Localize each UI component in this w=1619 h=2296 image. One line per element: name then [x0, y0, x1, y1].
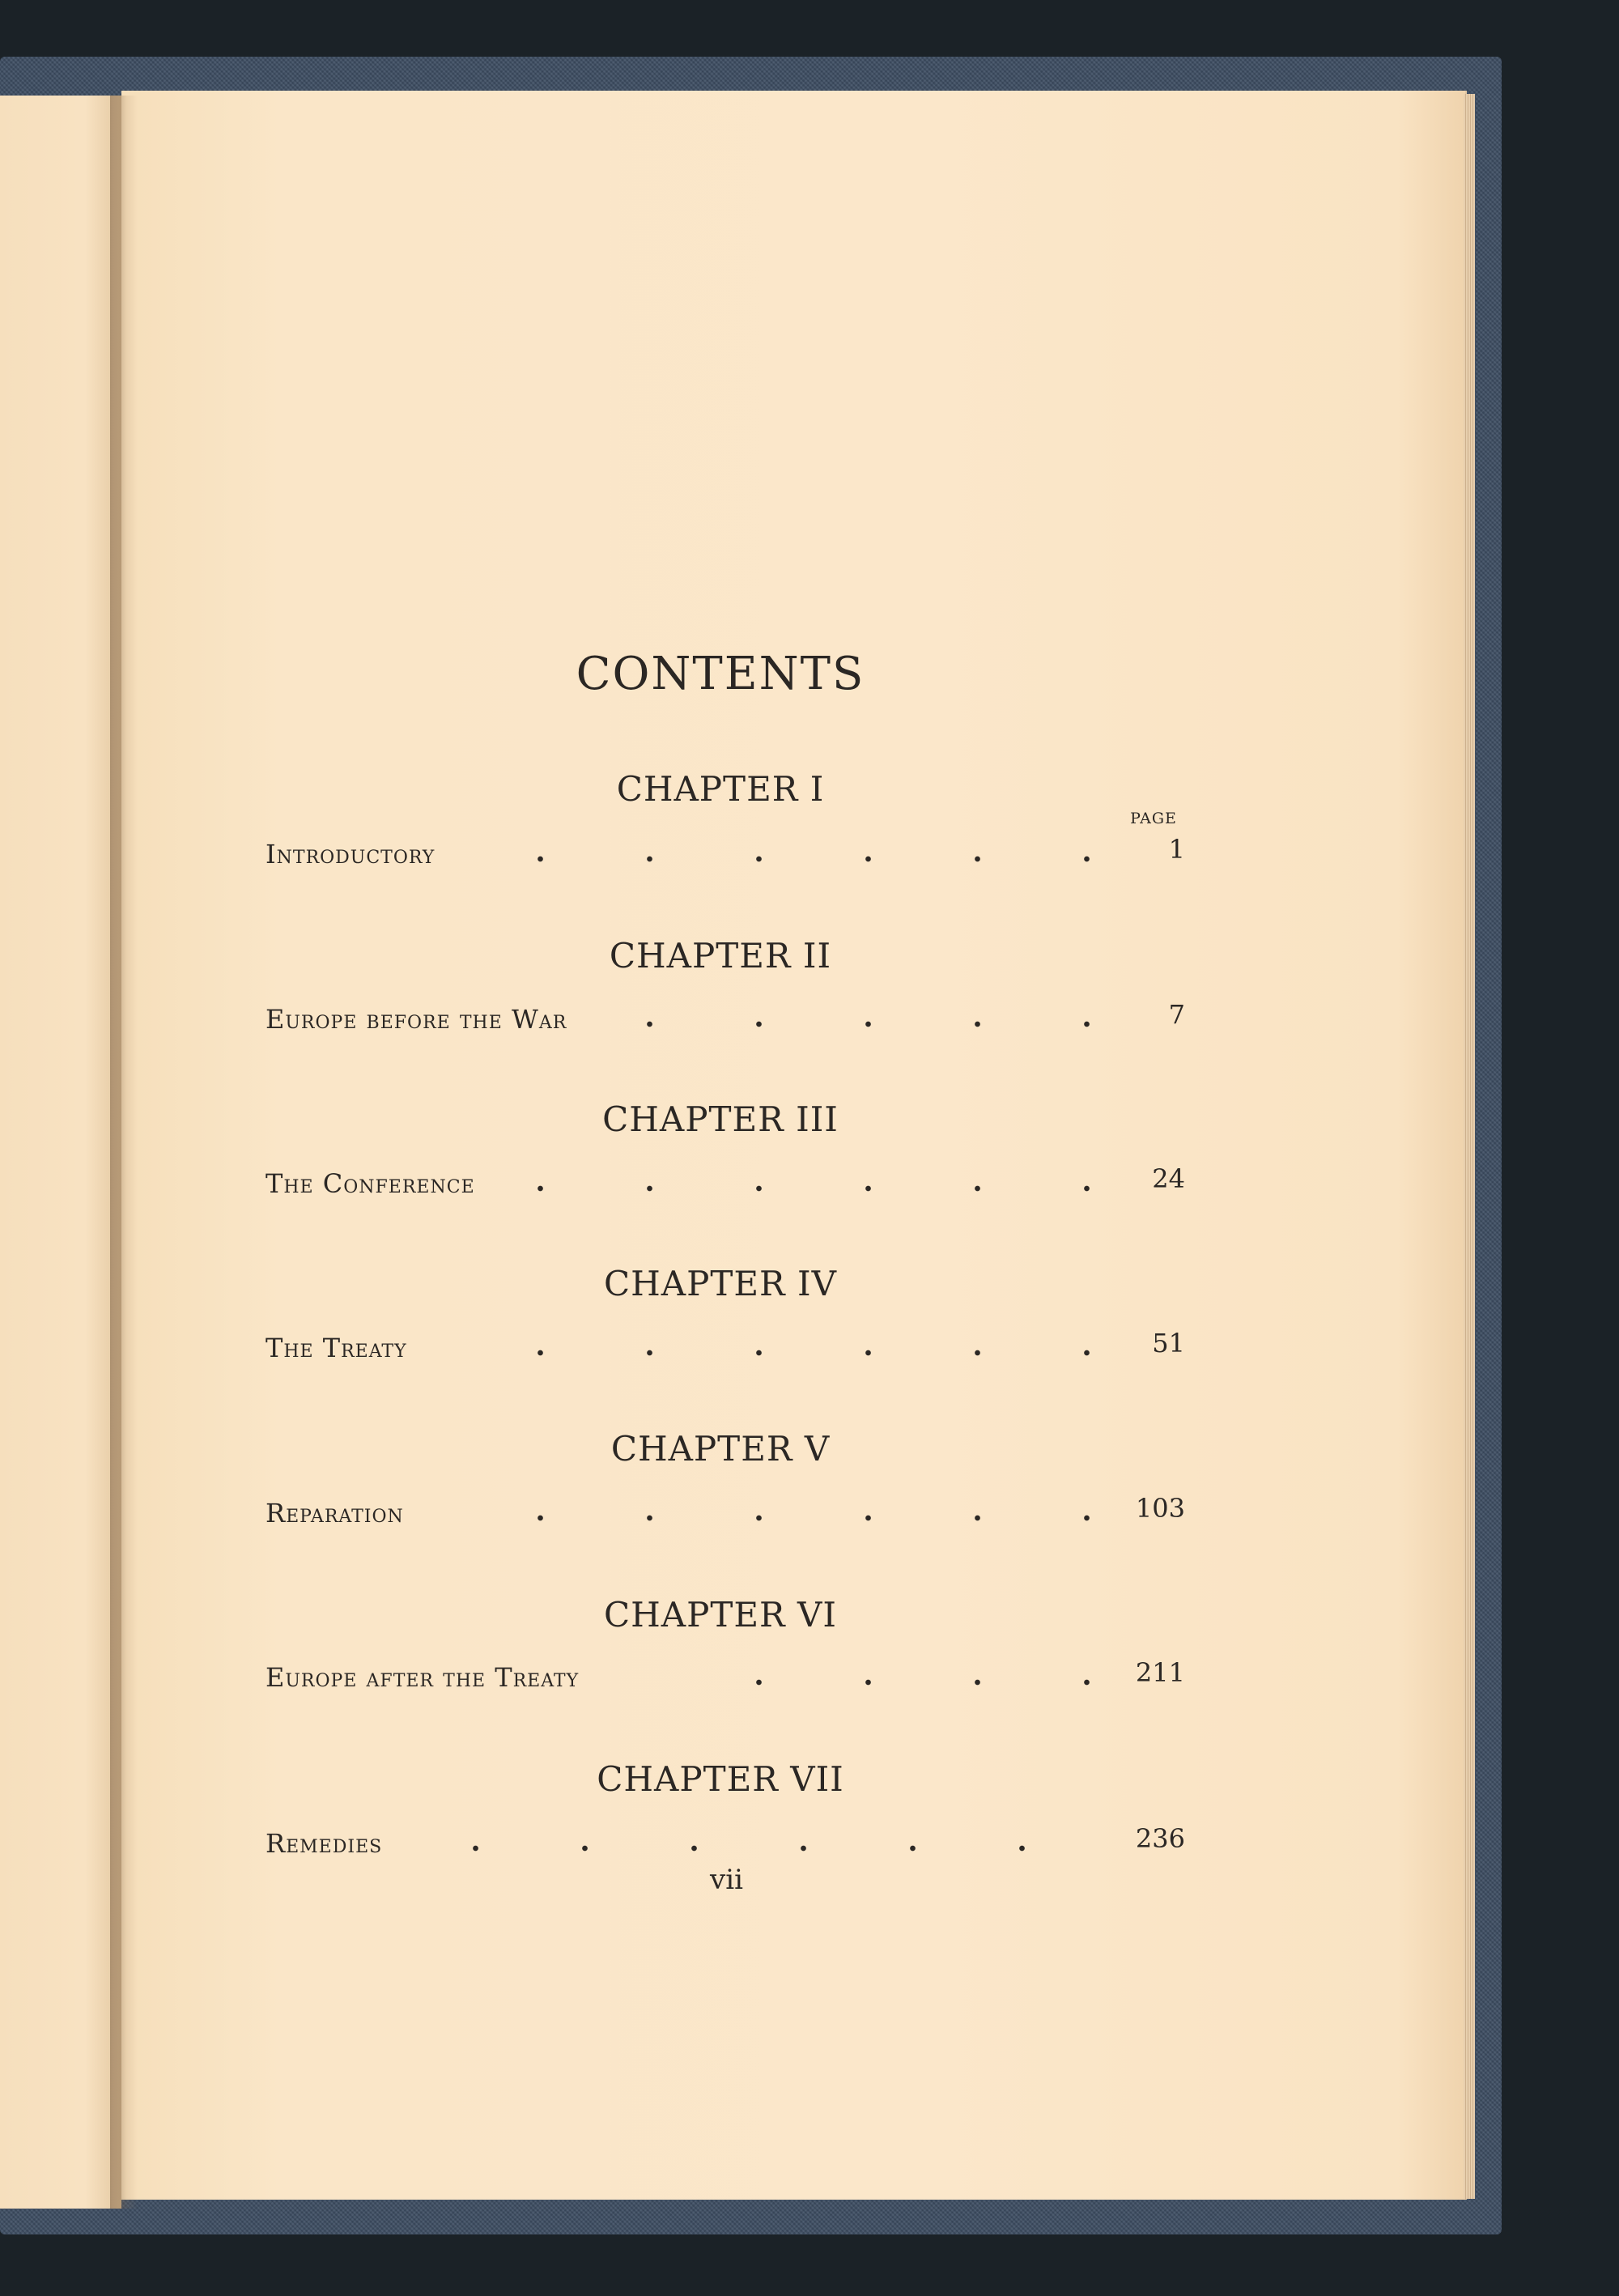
dot-leader: [595, 1020, 1101, 1028]
dot-leader: [704, 1678, 1101, 1686]
page-column-label: PAGE: [1130, 810, 1177, 827]
chapter-heading: CHAPTER V: [610, 1429, 831, 1469]
toc-entry-title: Reparation: [266, 1498, 404, 1529]
chapter-heading: CHAPTER II: [609, 936, 832, 976]
page-folio: vii: [710, 1864, 743, 1896]
chapter-heading: CHAPTER III: [602, 1099, 839, 1139]
page-stack-edge: [1464, 94, 1475, 2199]
chapter-heading: CHAPTER I: [616, 769, 825, 809]
dot-leader: [486, 855, 1101, 863]
toc-entry-title: Europe after the Treaty: [266, 1662, 580, 1693]
toc-entry-title: The Conference: [266, 1168, 475, 1199]
toc-entry-page: 1: [1168, 834, 1185, 865]
toc-entry-page: 7: [1168, 999, 1185, 1030]
dot-leader: [486, 1349, 1101, 1357]
chapter-heading: CHAPTER VI: [604, 1595, 837, 1635]
toc-entry-page: 51: [1152, 1328, 1185, 1358]
chapter-heading: CHAPTER IV: [604, 1264, 837, 1303]
toc-entry-page: 24: [1152, 1163, 1185, 1194]
toc-entry-title: The Treaty: [266, 1333, 407, 1363]
toc-entry-page: 103: [1135, 1493, 1185, 1524]
toc-entry-title: Introductory: [266, 839, 436, 870]
contents-heading: CONTENTS: [576, 648, 865, 700]
toc-entry-title: Europe before the War: [266, 1004, 567, 1035]
chapter-heading: CHAPTER VII: [597, 1759, 844, 1799]
dot-leader: [421, 1844, 1101, 1852]
dot-leader: [486, 1184, 1101, 1193]
toc-entry-page: 211: [1135, 1657, 1185, 1688]
toc-entry-page: 236: [1135, 1823, 1185, 1854]
toc-entry-title: Remedies: [266, 1828, 383, 1859]
dot-leader: [486, 1514, 1101, 1522]
